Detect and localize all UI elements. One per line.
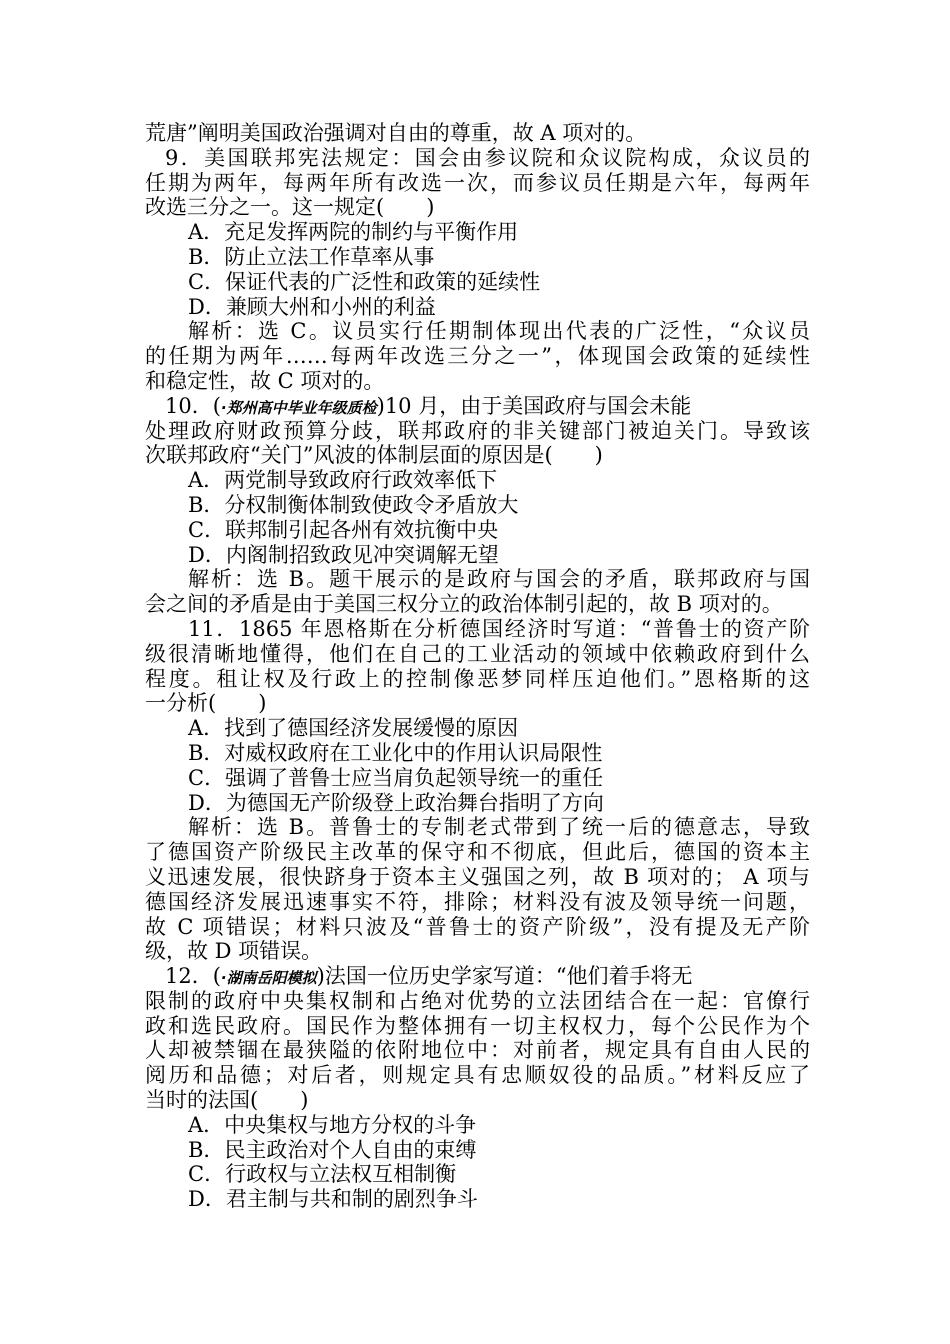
q10-number: 10．( bbox=[165, 393, 221, 418]
q12-stem-line: 当时的法国( ) bbox=[145, 1088, 309, 1113]
q12-option-b: B．民主政治对个人自由的束缚 bbox=[188, 1137, 477, 1162]
q12-stem-first-rest: )法国一位历史学家写道：“他们着手将无 bbox=[316, 964, 693, 989]
q12-source-label: ·湖南岳阳模拟 bbox=[220, 969, 317, 988]
q11-analysis-line: 了德国资产阶级民主改革的保守和不彻底，但此后，德国的资本主 bbox=[145, 840, 810, 865]
q12-stem-first-line bbox=[145, 964, 810, 989]
q12-stem-line: 政和选民政府。国民作为整体拥有一切主权权力，每个公民作为个 bbox=[145, 1013, 810, 1038]
q12-number: 12．( bbox=[165, 964, 221, 989]
q12-option-d: D．君主制与共和制的剧烈争斗 bbox=[188, 1187, 478, 1212]
q12-stem-line: 人却被禁锢在最狭隘的依附地位中：对前者，规定具有自由人民的 bbox=[145, 1038, 810, 1063]
q9-analysis-line: 解析：选 C。议员实行任期制体现出代表的广泛性，“众议员 bbox=[188, 319, 810, 344]
q11-analysis-line: 故 C 项错误；材料只波及“普鲁士的资产阶级”，没有提及无产阶 bbox=[145, 914, 810, 939]
q10-option-c: C．联邦制引起各州有效抗衡中央 bbox=[188, 517, 499, 542]
q12-stem-line: 限制的政府中央集权制和占绝对优势的立法团结合在一起：官僚行 bbox=[145, 988, 810, 1013]
q11-analysis-line: 解析：选 B。普鲁士的专制老式带到了统一后的德意志，导致 bbox=[188, 815, 810, 840]
q10-source-label: ·郑州高中毕业年级质检 bbox=[220, 398, 377, 417]
q11-analysis-line: 德国经济发展迅速事实不符，排除；材料没有波及领导统一问题， bbox=[145, 889, 810, 914]
q10-stem-first-rest: )10 月，由于美国政府与国会未能 bbox=[376, 393, 692, 418]
q9-analysis-line: 的任期为两年……每两年改选三分之一”，体现国会政策的延续性 bbox=[145, 344, 810, 369]
q11-analysis-line: 义迅速发展，很快跻身于资本主义强国之列，故 B 项对的； A 项与 bbox=[145, 864, 810, 889]
q11-option-b: B．对威权政府在工业化中的作用认识局限性 bbox=[188, 740, 603, 765]
q12-option-c: C．行政权与立法权互相制衡 bbox=[188, 1162, 457, 1187]
q12-stem-line: 阅历和品德；对后者，则规定具有忠顺奴役的品质。”材料反应了 bbox=[145, 1063, 810, 1088]
q11-analysis-line: 级，故 D 项错误。 bbox=[145, 939, 323, 964]
q11-option-a: A．找到了德国经济发展缓慢的原因 bbox=[188, 716, 519, 741]
q11-stem-line: 程度。租让权及行政上的控制像恶梦同样压迫他们。”恩格斯的这 bbox=[145, 666, 810, 691]
q9-stem-line: 改选三分之一。这一规定( ) bbox=[145, 195, 435, 220]
q12-option-a: A．中央集权与地方分权的斗争 bbox=[188, 1112, 477, 1137]
q9-option-b: B．防止立法工作草率从事 bbox=[188, 244, 435, 269]
document-page bbox=[145, 121, 810, 1212]
q10-stem-first-line bbox=[145, 394, 810, 419]
q10-stem-line: 次联邦政府“关门”风波的体制层面的原因是( ) bbox=[145, 443, 603, 468]
q10-stem-line: 处理政府财政预算分歧，联邦政府的非关键部门被迫关门。导致该 bbox=[145, 418, 810, 443]
q9-stem-line: 任期为两年，每两年所有改选一次，而参议员任期是六年，每两年 bbox=[145, 170, 810, 195]
q10-analysis-line: 会之间的矛盾是由于美国三权分立的政治体制引起的，故 B 项对的。 bbox=[145, 592, 783, 617]
q9-stem-line: 9．美国联邦宪法规定：国会由参议院和众议院构成，众议员的 bbox=[165, 145, 810, 170]
q10-option-b: B．分权制衡体制致使政令矛盾放大 bbox=[188, 492, 519, 517]
q11-stem-line: 11．1865 年恩格斯在分析德国经济时写道：“普鲁士的资产阶 bbox=[188, 616, 810, 641]
q9-option-c: C．保证代表的广泛性和政策的延续性 bbox=[188, 269, 541, 294]
q11-option-d: D．为德国无产阶级登上政治舞台指明了方向 bbox=[188, 790, 604, 815]
q11-stem-line: 一分析( ) bbox=[145, 691, 267, 716]
q11-stem-line: 级很清晰地懂得，他们在自己的工业活动的领域中依赖政府到什么 bbox=[145, 641, 810, 666]
q9-option-d: D．兼顾大州和小州的利益 bbox=[188, 294, 436, 319]
q9-option-a: A．充足发挥两院的制约与平衡作用 bbox=[188, 220, 519, 245]
q10-option-d: D．内阁制招致政见冲突调解无望 bbox=[188, 542, 499, 567]
q11-option-c: C．强调了普鲁士应当肩负起领导统一的重任 bbox=[188, 765, 604, 790]
q10-analysis-line: 解析：选 B。题干展示的是政府与国会的矛盾，联邦政府与国 bbox=[188, 567, 810, 592]
q9-analysis-line: 和稳定性，故 C 项对的。 bbox=[145, 368, 385, 393]
q8-analysis-tail: 荒唐”阐明美国政治强调对自由的尊重，故 A 项对的。 bbox=[145, 121, 647, 145]
q10-option-a: A．两党制导致政府行政效率低下 bbox=[188, 468, 498, 493]
